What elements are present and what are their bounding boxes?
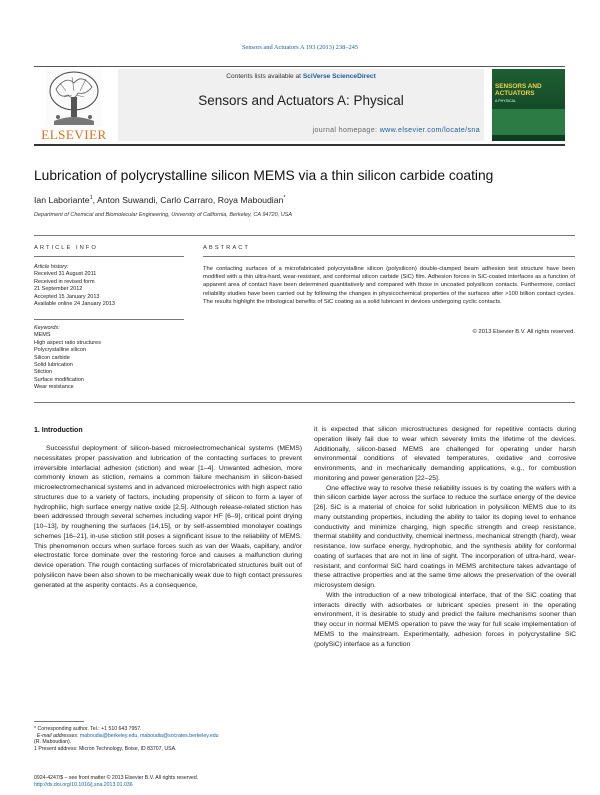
journal-cover-image bbox=[492, 69, 565, 141]
abstract-heading: ABSTRACT bbox=[203, 245, 250, 251]
issn-line: 0924-4247/$ – see front matter © 2013 Elsevier B.V. All rights reserved. bbox=[34, 775, 199, 781]
masthead-bottom-rule bbox=[34, 144, 565, 146]
email-owner: (R. Maboudian). bbox=[34, 739, 72, 746]
footnotes bbox=[34, 726, 302, 752]
email-links[interactable]: maboudia@berkeley.edu, maboudia@socrates.berkeley.edu bbox=[79, 732, 219, 739]
keywords bbox=[34, 325, 184, 392]
info-heading-rule bbox=[34, 256, 184, 257]
keyword-item: Surface modification bbox=[34, 376, 84, 383]
author-mark: 1 bbox=[89, 195, 93, 202]
masthead-center bbox=[118, 69, 484, 141]
contents-line bbox=[118, 73, 484, 80]
journal-masthead bbox=[34, 66, 565, 146]
email-label: E-mail addresses: bbox=[36, 732, 79, 739]
author-mark: * bbox=[283, 195, 286, 202]
contents-prefix: Contents lists available at bbox=[226, 73, 303, 80]
running-header: Sensors and Actuators A 193 (2013) 238–245 bbox=[241, 44, 359, 51]
elsevier-logo bbox=[34, 69, 114, 141]
history-label: Article history: bbox=[34, 264, 69, 270]
history-item: 21 September 2012 bbox=[34, 286, 83, 293]
abstract-heading-rule bbox=[203, 256, 575, 257]
keyword-item: Wear resistance bbox=[34, 384, 74, 391]
present-address-note: 1 Present address: Micron Technology, Boise, ID 83707, USA. bbox=[34, 745, 177, 752]
cover-band bbox=[492, 109, 565, 135]
corresponding-author-note: * Corresponding author. Tel.: +1 510 643 7957. bbox=[34, 726, 142, 732]
issn-block bbox=[34, 775, 198, 789]
affiliation: Department of Chemical and Biomolecular Engineering, University of California, Berkeley, CA 94720, USA bbox=[34, 212, 293, 218]
publisher-name: ELSEVIER bbox=[41, 127, 107, 142]
title-divider bbox=[34, 235, 575, 236]
history-item: Received 31 August 2011 bbox=[34, 271, 97, 278]
body-column-left bbox=[34, 444, 302, 590]
keyword-item: Polycrystalline silicon bbox=[34, 347, 86, 354]
history-item: Available online 24 January 2013 bbox=[34, 301, 115, 308]
body-paragraph: it is expected that silicon microstructures designed for repetitive contacts during operation likely fail due to wear which severely limits the lifetime of the devices. Additionally, silicon-based MEMS are challenged for operating under harsh environmental conditions of elevated temperatures, oxidative and corrosive environments, and in mechanically demanding applications, e.g., for combustion monitoring and power generation [22–25]. bbox=[314, 426, 576, 482]
masthead-top-rule bbox=[34, 66, 565, 67]
abstract-bottom-rule bbox=[34, 402, 575, 403]
author-name[interactable]: Anton Suwandi bbox=[96, 195, 156, 205]
article-info-heading: ARTICLE INFO bbox=[34, 245, 98, 251]
footnote-rule bbox=[34, 721, 84, 722]
keywords-label: Keywords: bbox=[34, 325, 60, 331]
abstract-text: The contacting surfaces of a microfabricated polycrystalline silicon (polysilicon) double-clamped beam adhesion test structure have been modified with a thin ultra-hard, wear-resistant, and conformal silicon carbide (SiC) film. Adhesion forces in SiC-coated interfaces as a function of apparent area of contact have been determined quantitatively and compared with those in uncoated polysilicon contacts. Furthermore, contact reliability studies have been carried out by following the changes in physicochemical properties of the surfaces after >100 billion contact cycles. The results highlight the tribological benefits of SiC coating as a solid lubricant in devices undergoing cyclic contacts. bbox=[203, 266, 575, 305]
author-list: Ian Laboriante$^1$, Anton Suwandi, Carlo Carraro, Roya Maboudian* bbox=[34, 195, 286, 205]
email-note bbox=[34, 733, 302, 740]
sciencedirect-link[interactable]: SciVerse ScienceDirect bbox=[302, 73, 376, 80]
body-column-right bbox=[314, 425, 576, 649]
author-name[interactable]: Ian Laboriante bbox=[34, 195, 90, 205]
body-paragraph: One effective way to resolve these reliability issues is by coating the wafers with a thin silicon carbide layer across the surface to reduce the surface energy of the device [26]. SiC is a material of choice for solid lubrication in polysilicon MEMS due to its many outstanding properties, including the ability to tailor its doping level to enhance conductivity and minimize charging, high specific strength and creep resistance, thermal stability and conductivity, chemical inertness, mechanical strength (hard), wear resistance, low surface energy, hydrophobic, and the synthesis ability for conformal coating of surfaces that are not in line of sight. The incorporation of ultra-hard, wear-resistant, and conformal SiC hard coatings in MEMS architecture takes advantage of these attractive properties and at the same time allows the preservation of the overall microsystem design. bbox=[314, 484, 576, 589]
cover-subtitle: A PHYSICAL bbox=[495, 99, 516, 103]
author-name[interactable]: Roya Maboudian bbox=[217, 195, 284, 205]
elsevier-tree-icon bbox=[46, 69, 102, 127]
keyword-item: Stiction bbox=[34, 369, 53, 376]
homepage-prefix: journal homepage: bbox=[312, 127, 380, 134]
history-item: Accepted 15 January 2013 bbox=[34, 293, 100, 300]
keyword-item: MEMS bbox=[34, 332, 51, 339]
keyword-item: Solid lubrication bbox=[34, 362, 73, 369]
journal-homepage-link[interactable]: www.elsevier.com/locate/sna bbox=[379, 127, 480, 134]
keyword-item: High aspect ratio structures bbox=[34, 339, 101, 346]
history-divider bbox=[34, 319, 184, 320]
doi-link[interactable]: http://dx.doi.org/10.1016/j.sna.2013.01.036 bbox=[34, 782, 133, 788]
author-name[interactable]: Carlo Carraro bbox=[160, 195, 213, 205]
history-item: Received in revised form bbox=[34, 278, 95, 285]
homepage-line bbox=[118, 127, 484, 134]
article-title: Lubrication of polycrystalline silicon MEMS via a thin silicon carbide coating bbox=[34, 168, 494, 183]
body-paragraph: Successful deployment of silicon-based microelectromechanical systems (MEMS) necessitates proper passivation and lubrication of the contacting surfaces to prevent irreversible interfacial adhesion (stiction) and wear [1–4]. Unwanted adhesion, more commonly known as stiction, remains a common failure mechanism in silicon-based microelectromechanical systems and in advanced microelectronics with high aspect ratio structures due to a variety of factors, including propensity of silicon to form a layer of hydrophilic, high surface energy native oxide [2,5]. Although release-related stiction has been addressed through several schemes including vapor HF [6–9], critical point drying [10–13], by roughening the surfaces [14,15], or by self-assembled monolayer coatings schemes [16–21], in-use stiction still poses a significant issue to the reliability of MEMS. This phenomenon occurs when surface forces such as van der Waals, capillary, and/or electrostatic force dominate over the restoring force and causes a malfunction during device operation. The rough contacting surfaces of microfabricated structures built out of polysilicon have been also shown to be mechanically weak due to high contact pressures generated at the asperity contacts. As a consequence, bbox=[34, 445, 302, 589]
copyright-line: © 2013 Elsevier B.V. All rights reserved. bbox=[472, 329, 575, 335]
body-paragraph: With the introduction of a new tribological interface, that of the SiC coating that interacts directly with adsorbates or lubricant species present in the operating environment, it is desirable to study and predict the failure mechanisms sooner than they occur in normal MEMS operation to pave the way for full scale implementation of MEMS to the mainstream. Experimentally, adhesion forces in polycrystalline SiC (polySiC) interface as a function bbox=[314, 591, 576, 648]
keyword-item: Silicon carbide bbox=[34, 354, 70, 361]
section-heading-introduction: 1. Introduction bbox=[34, 427, 83, 434]
cover-title: SENSORS AND ACTUATORS bbox=[495, 83, 542, 97]
article-history bbox=[34, 264, 184, 308]
journal-title: Sensors and Actuators A: Physical bbox=[198, 93, 404, 108]
